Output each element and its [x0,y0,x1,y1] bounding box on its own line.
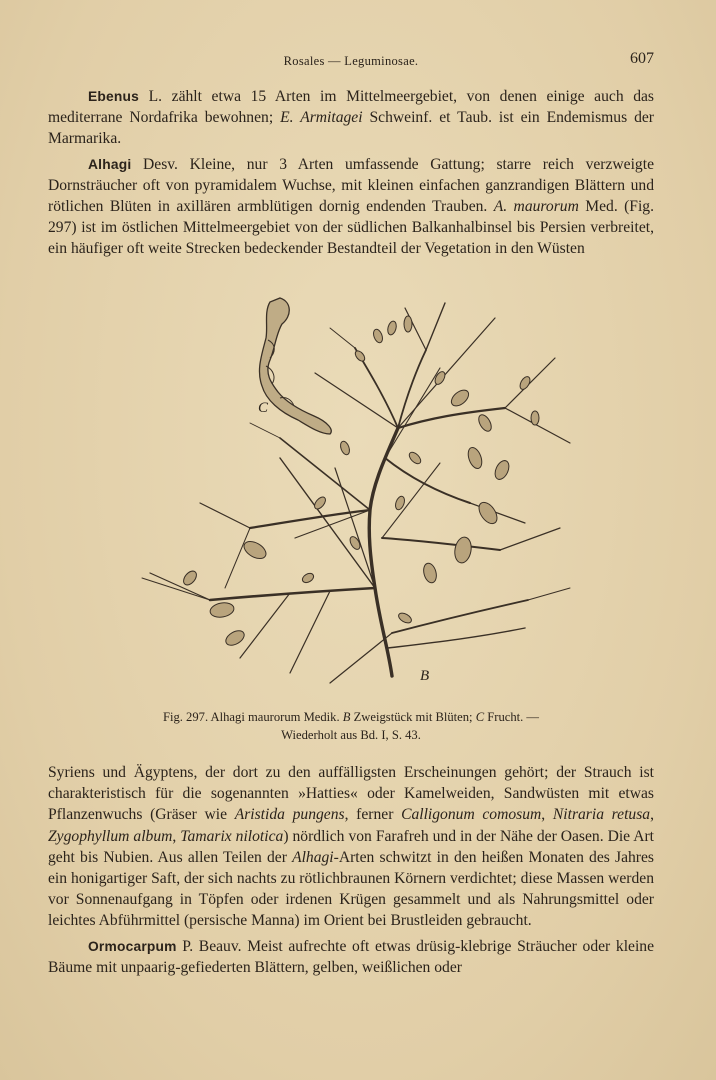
fruit-pod [259,298,331,434]
botanical-illustration [130,288,580,698]
paragraph-alhagi [48,154,654,260]
caption-line-1 [163,710,539,724]
italic-term: E. Armitagei [280,109,363,127]
italic-term: Alhagi [292,848,334,866]
paragraph-body [48,88,654,147]
text-run: Zweigstück mit Blüten; [350,710,476,724]
text-run: Frucht. — [484,710,540,724]
paragraph-continuation [48,762,654,932]
text-run: Syriens und Ägyptens, der dort zu den auffälligsten Erscheinungen gehört; der Strauch ist charakteristisch für die sogenannten »Hatties« oder Kamelweiden, Sandwüsten mit etwas Pflanzenwuchs (Gräser wie [48,764,654,824]
genus-name: Alhagi [88,156,132,172]
genus-name: Ebenus [88,89,140,104]
text-block-bottom [48,762,654,978]
figure-caption [48,708,654,744]
figure-alhagi-illustration [130,288,580,698]
text-run: , [172,827,181,845]
text-run: , [650,806,654,824]
text-run: ) nördlich von Farafreh und in der Nähe der Oasen. Die Art geht bis Nubien. Aus allen Teilen der [48,827,655,866]
figure-label-b: B [420,668,430,684]
page-number: 607 [630,50,654,67]
italic-term: A. maurorum [493,198,579,216]
italic-term: Nitraria retusa [552,806,651,824]
paragraph-body [48,156,654,258]
text-run: , [541,806,553,824]
italic-term: B [342,710,351,724]
text-run: Med. (Fig. 297) ist im östlichen Mittelmeergebiet von der südlichen Balkanhalbinsel bis Persien verbreitet, ein häufiger oft weite Strecken bedeckender Bestandteil der Vegetation in den Wüsten [48,198,655,258]
text-run: -Arten schwitzt in den heißen Monaten des Jahres ein honigartiger Saft, der sich nachts zu rötlichbraunen Körnern verdichtet; diese Massen werden vor Sonnenaufgang in Töpfen oder irdenen Krügen gesammelt und als Nahrungsmittel oder leichtes Abführmittel (persische Manna) im Orient bei Brustleiden gebraucht. [48,848,654,930]
genus-name: Ormocarpum [88,938,177,954]
text-run: P. Beauv. Meist aufrechte oft etwas drüsig-klebrige Sträucher oder kleine Bäume mit unpaarig-gefiederten Blättern, gelben, weißlichen oder [48,937,654,976]
paragraph-ormocarpum [48,936,654,978]
text-run: Fig. 297. Alhagi maurorum Medik. [162,710,343,724]
text-run: , ferner [344,806,402,824]
paragraph-body [48,764,654,929]
page-header [48,50,654,72]
italic-term: Tamarix nilotica [180,827,284,845]
italic-term: C [475,710,485,724]
caption-line-2: Wiederholt aus Bd. I, S. 43. [281,728,421,742]
text-run: Schweinf. et Taub. ist ein Endemismus der Marmarika. [48,109,654,148]
text-run: L. zählt etwa 15 Arten im Mittelmeergebiet, von denen einige auch das mediterrane Nordafrika bewohnen; [48,88,654,127]
italic-term: Calligonum comosum [401,806,542,824]
paragraph-ebenus [48,86,654,150]
text-block-top [48,86,654,260]
italic-term: Zygophyllum album [48,827,173,845]
figure-label-c: C [258,400,269,416]
running-title: Rosales — Leguminosae. [283,54,419,68]
text-run: Desv. Kleine, nur 3 Arten umfassende Gattung; starre reich verzweigte Dornsträucher oft von pyramidalem Wuchse, mit kleinen einfachen ganzrandigen Blättern und rötlichen Blüten in axillären armblütigen dornig endenden Trauben. [48,155,654,216]
italic-term: Aristida pungens [234,806,345,824]
